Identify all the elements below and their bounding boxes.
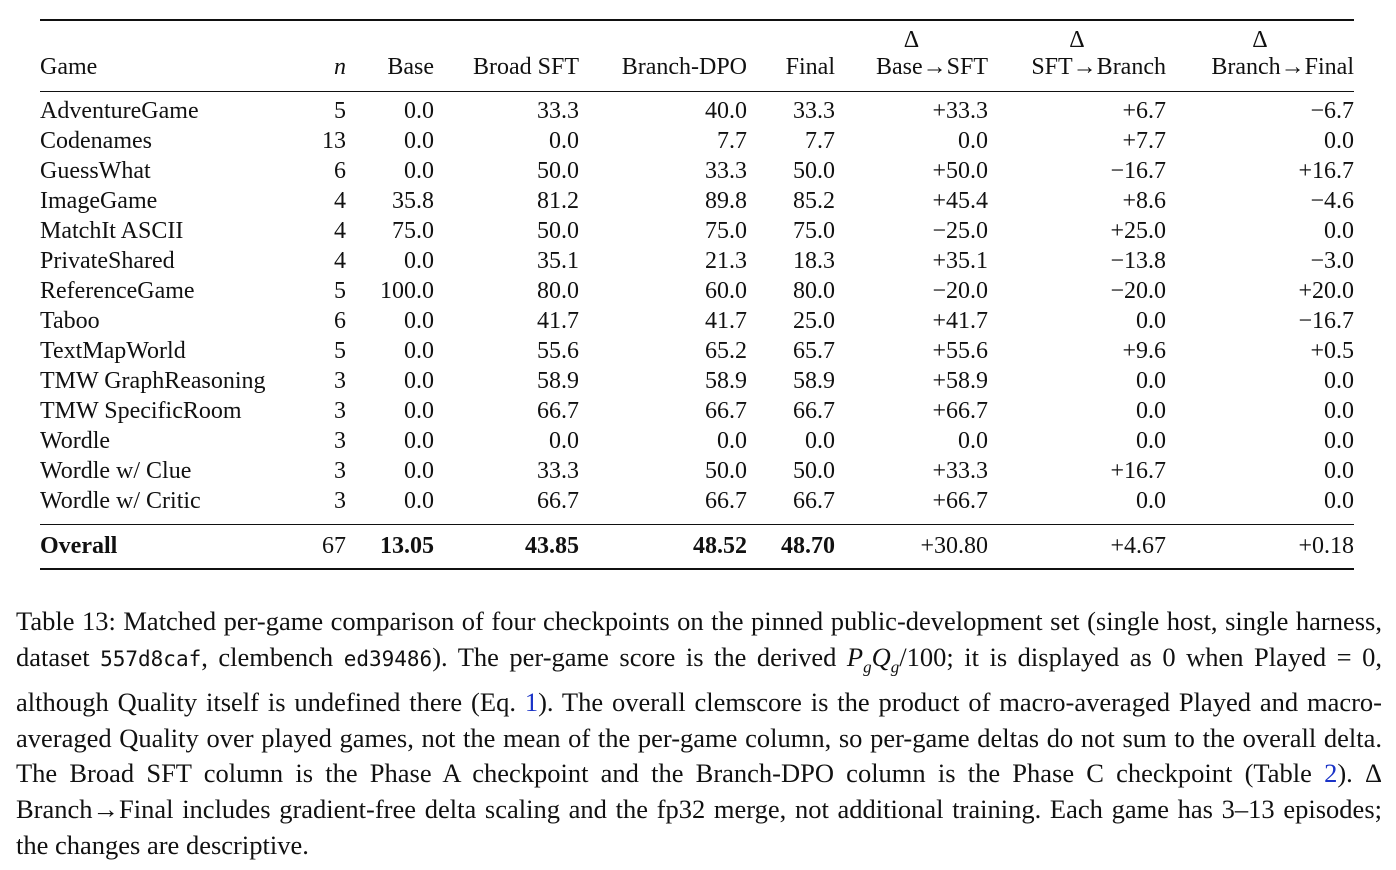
overall-delta-sft-branch: +4.67 xyxy=(988,525,1166,570)
cell-game: Wordle w/ Critic xyxy=(40,488,201,514)
cell-broad-sft: 33.3 xyxy=(537,98,579,124)
overall-branch-dpo: 48.52 xyxy=(579,525,747,570)
header-delta-base-sft xyxy=(835,20,988,92)
cell-base: 0.0 xyxy=(404,488,434,514)
cell-delta-branch-final: 0.0 xyxy=(1324,368,1354,394)
cell-branch-dpo: 75.0 xyxy=(705,218,747,244)
cell-branch-dpo: 40.0 xyxy=(705,98,747,124)
delta-label: Base→SFT xyxy=(875,54,988,80)
overall-row xyxy=(40,525,1354,570)
cell-delta-sft-branch: −13.8 xyxy=(1110,248,1166,274)
cell-delta-branch-final: +16.7 xyxy=(1298,158,1354,184)
cell-base: 0.0 xyxy=(404,128,434,154)
cell-final: 65.7 xyxy=(793,338,835,364)
cell-n: 4 xyxy=(334,218,346,244)
delta-label: Branch→Final xyxy=(1211,54,1354,80)
table-row xyxy=(40,456,1354,486)
cell-delta-branch-final: +0.5 xyxy=(1310,338,1354,364)
cell-delta-base-sft: +33.3 xyxy=(932,98,988,124)
cell-game: ImageGame xyxy=(40,188,158,214)
cell-game: TMW GraphReasoning xyxy=(40,368,266,394)
cell-delta-branch-final: −16.7 xyxy=(1298,308,1354,334)
cell-game: PrivateShared xyxy=(40,248,175,274)
cell-final: 58.9 xyxy=(793,368,835,394)
table-body xyxy=(40,92,1354,525)
cell-game: Wordle w/ Clue xyxy=(40,458,192,484)
cell-delta-sft-branch: −20.0 xyxy=(1110,278,1166,304)
cell-broad-sft: 66.7 xyxy=(537,398,579,424)
overall-broad-sft: 43.85 xyxy=(434,525,579,570)
table-row xyxy=(40,246,1354,276)
table-row xyxy=(40,186,1354,216)
table-row xyxy=(40,126,1354,156)
cell-broad-sft: 0.0 xyxy=(549,128,579,154)
cell-broad-sft: 35.1 xyxy=(537,248,579,274)
cell-game: Codenames xyxy=(40,128,152,154)
overall-final: 48.70 xyxy=(747,525,835,570)
cell-final: 50.0 xyxy=(793,158,835,184)
cell-base: 0.0 xyxy=(404,338,434,364)
delta-symbol: Δ xyxy=(903,27,920,53)
cell-n: 3 xyxy=(334,428,346,454)
cell-final: 33.3 xyxy=(793,98,835,124)
cell-delta-base-sft: +41.7 xyxy=(932,308,988,334)
cell-n: 3 xyxy=(334,368,346,394)
header-game: Game xyxy=(40,20,302,92)
cell-delta-sft-branch: +8.6 xyxy=(1122,188,1166,214)
cell-delta-branch-final: −4.6 xyxy=(1310,188,1354,214)
cell-final: 0.0 xyxy=(805,428,835,454)
cell-delta-sft-branch: −16.7 xyxy=(1110,158,1166,184)
cell-delta-sft-branch: 0.0 xyxy=(1136,428,1166,454)
overall-delta-branch-final: +0.18 xyxy=(1166,525,1354,570)
results-table-container xyxy=(40,19,1354,570)
cell-final: 85.2 xyxy=(793,188,835,214)
table-overall-section xyxy=(40,525,1354,570)
cell-delta-base-sft: 0.0 xyxy=(958,428,988,454)
caption-text: ; it is displayed as 0 when Played = 0, although Quality itself is undefined there (Eq. xyxy=(16,641,1382,717)
cell-delta-sft-branch: +16.7 xyxy=(1110,458,1166,484)
overall-base: 13.05 xyxy=(346,525,434,570)
table-row xyxy=(40,366,1354,396)
cell-game: TMW SpecificRoom xyxy=(40,398,242,424)
cell-base: 0.0 xyxy=(404,98,434,124)
cell-final: 18.3 xyxy=(793,248,835,274)
cell-base: 0.0 xyxy=(404,428,434,454)
caption-text: ). Δ Branch→Final includes gradient-free delta scaling and the fp32 merge, not additional training. Each game has 3–13 episodes; the changes are descriptive. xyxy=(16,758,1383,861)
table-row xyxy=(40,276,1354,306)
cell-n: 4 xyxy=(334,248,346,274)
caption-text: Table 13: Matched per-game comparison of four checkpoints on the pinned public-development set (single host, single harness, dataset xyxy=(16,606,1382,672)
cell-base: 100.0 xyxy=(380,278,434,304)
cell-n: 3 xyxy=(334,398,346,424)
overall-delta-base-sft: +30.80 xyxy=(835,525,988,570)
caption-text: , clembench xyxy=(201,641,344,672)
cell-base: 35.8 xyxy=(392,188,434,214)
header-branch-dpo: Branch-DPO xyxy=(579,20,747,92)
cell-delta-sft-branch: +6.7 xyxy=(1122,98,1166,124)
cell-delta-base-sft: −20.0 xyxy=(932,278,988,304)
cell-n: 3 xyxy=(334,488,346,514)
cell-n: 6 xyxy=(334,158,346,184)
cell-delta-base-sft: +58.9 xyxy=(932,368,988,394)
cell-branch-dpo: 33.3 xyxy=(705,158,747,184)
table-row xyxy=(40,306,1354,336)
caption-dataset-id: 557d8caf xyxy=(100,646,202,671)
cell-game: TextMapWorld xyxy=(40,338,186,364)
table-row xyxy=(40,396,1354,426)
cell-delta-base-sft: 0.0 xyxy=(958,128,988,154)
cell-delta-sft-branch: +7.7 xyxy=(1122,128,1166,154)
cell-game: AdventureGame xyxy=(40,98,199,124)
cell-branch-dpo: 58.9 xyxy=(705,368,747,394)
table-row xyxy=(40,486,1354,525)
table-row xyxy=(40,92,1354,127)
header-delta-sft-branch xyxy=(988,20,1166,92)
cell-delta-base-sft: +35.1 xyxy=(932,248,988,274)
cell-delta-branch-final: 0.0 xyxy=(1324,128,1354,154)
cell-delta-base-sft: +50.0 xyxy=(932,158,988,184)
cell-delta-branch-final: 0.0 xyxy=(1324,458,1354,484)
cell-base: 0.0 xyxy=(404,458,434,484)
cell-base: 0.0 xyxy=(404,398,434,424)
caption-text: ). The per-game score is the derived xyxy=(432,641,847,672)
cell-final: 66.7 xyxy=(793,398,835,424)
cell-game: ReferenceGame xyxy=(40,278,195,304)
header-final: Final xyxy=(747,20,835,92)
header-n: n xyxy=(302,20,346,92)
cell-broad-sft: 58.9 xyxy=(537,368,579,394)
cell-branch-dpo: 50.0 xyxy=(705,458,747,484)
cell-delta-base-sft: +55.6 xyxy=(932,338,988,364)
table-header-row xyxy=(40,20,1354,92)
cell-delta-base-sft: +45.4 xyxy=(932,188,988,214)
cell-delta-base-sft: +66.7 xyxy=(932,398,988,424)
cell-branch-dpo: 66.7 xyxy=(705,488,747,514)
cell-branch-dpo: 41.7 xyxy=(705,308,747,334)
overall-label: Overall xyxy=(40,525,302,570)
cell-broad-sft: 50.0 xyxy=(537,158,579,184)
cell-broad-sft: 41.7 xyxy=(537,308,579,334)
cell-n: 5 xyxy=(334,278,346,304)
cell-delta-base-sft: +33.3 xyxy=(932,458,988,484)
caption-clembench-id: ed39486 xyxy=(343,646,433,671)
cell-n: 6 xyxy=(334,308,346,334)
delta-symbol: Δ xyxy=(1252,27,1268,53)
cell-broad-sft: 33.3 xyxy=(537,458,579,484)
header-delta-branch-final xyxy=(1166,20,1354,92)
cell-broad-sft: 81.2 xyxy=(537,188,579,214)
cell-delta-branch-final: 0.0 xyxy=(1324,218,1354,244)
cell-delta-sft-branch: 0.0 xyxy=(1136,368,1166,394)
cell-broad-sft: 50.0 xyxy=(537,218,579,244)
cell-final: 66.7 xyxy=(793,488,835,514)
table-row xyxy=(40,216,1354,246)
cell-final: 25.0 xyxy=(793,308,835,334)
cell-final: 7.7 xyxy=(805,128,835,154)
cell-game: GuessWhat xyxy=(40,158,151,184)
cell-base: 0.0 xyxy=(404,308,434,334)
cell-delta-branch-final: −3.0 xyxy=(1310,248,1354,274)
cell-delta-sft-branch: 0.0 xyxy=(1136,308,1166,334)
cell-game: Wordle xyxy=(40,428,111,454)
cell-delta-sft-branch: +9.6 xyxy=(1122,338,1166,364)
cell-branch-dpo: 89.8 xyxy=(705,188,747,214)
table-row xyxy=(40,336,1354,366)
cell-n: 4 xyxy=(334,188,346,214)
cell-delta-base-sft: +66.7 xyxy=(932,488,988,514)
delta-label: SFT→Branch xyxy=(1031,54,1166,80)
table-row xyxy=(40,426,1354,456)
caption-text: ). The overall clemscore is the product of macro-averaged Played and macro-averaged Quality over played games, not the mean of the per-game column, so per-game deltas do not sum to the overall delta. The Broad SFT column is the Phase A checkpoint and the Branch-DPO column is the Phase C checkpoint (Table xyxy=(16,686,1383,789)
table-row xyxy=(40,156,1354,186)
caption-formula: $P_gQ_g/100$ xyxy=(846,641,947,677)
cell-game: Taboo xyxy=(40,308,100,334)
overall-n: 67 xyxy=(302,525,346,570)
cell-delta-branch-final: +20.0 xyxy=(1298,278,1354,304)
cell-n: 5 xyxy=(334,98,346,124)
cell-base: 75.0 xyxy=(392,218,434,244)
table-reference-link[interactable]: 2 xyxy=(1324,758,1338,789)
header-broad-sft: Broad SFT xyxy=(434,20,579,92)
cell-broad-sft: 80.0 xyxy=(537,278,579,304)
cell-branch-dpo: 21.3 xyxy=(705,248,747,274)
cell-delta-branch-final: 0.0 xyxy=(1324,398,1354,424)
cell-final: 50.0 xyxy=(793,458,835,484)
cell-broad-sft: 0.0 xyxy=(549,428,579,454)
cell-branch-dpo: 7.7 xyxy=(717,128,747,154)
cell-base: 0.0 xyxy=(404,368,434,394)
cell-delta-sft-branch: 0.0 xyxy=(1136,488,1166,514)
cell-branch-dpo: 0.0 xyxy=(717,428,747,454)
delta-symbol: Δ xyxy=(1069,27,1085,53)
cell-final: 80.0 xyxy=(793,278,835,304)
cell-delta-branch-final: 0.0 xyxy=(1324,428,1354,454)
cell-broad-sft: 55.6 xyxy=(537,338,579,364)
header-base: Base xyxy=(346,20,434,92)
table-caption xyxy=(16,604,1382,864)
cell-n: 3 xyxy=(334,458,346,484)
cell-delta-base-sft: −25.0 xyxy=(932,218,988,244)
cell-delta-branch-final: 0.0 xyxy=(1324,488,1354,514)
cell-n: 13 xyxy=(322,128,346,154)
cell-broad-sft: 66.7 xyxy=(537,488,579,514)
cell-delta-branch-final: −6.7 xyxy=(1310,98,1354,124)
cell-game: MatchIt ASCII xyxy=(40,218,184,244)
cell-base: 0.0 xyxy=(404,248,434,274)
cell-delta-sft-branch: +25.0 xyxy=(1110,218,1166,244)
cell-final: 75.0 xyxy=(793,218,835,244)
cell-n: 5 xyxy=(334,338,346,364)
cell-branch-dpo: 66.7 xyxy=(705,398,747,424)
per-game-comparison-table xyxy=(40,19,1354,570)
cell-branch-dpo: 60.0 xyxy=(705,278,747,304)
cell-branch-dpo: 65.2 xyxy=(705,338,747,364)
cell-delta-sft-branch: 0.0 xyxy=(1136,398,1166,424)
cell-base: 0.0 xyxy=(404,158,434,184)
equation-reference-link[interactable]: 1 xyxy=(524,686,539,717)
